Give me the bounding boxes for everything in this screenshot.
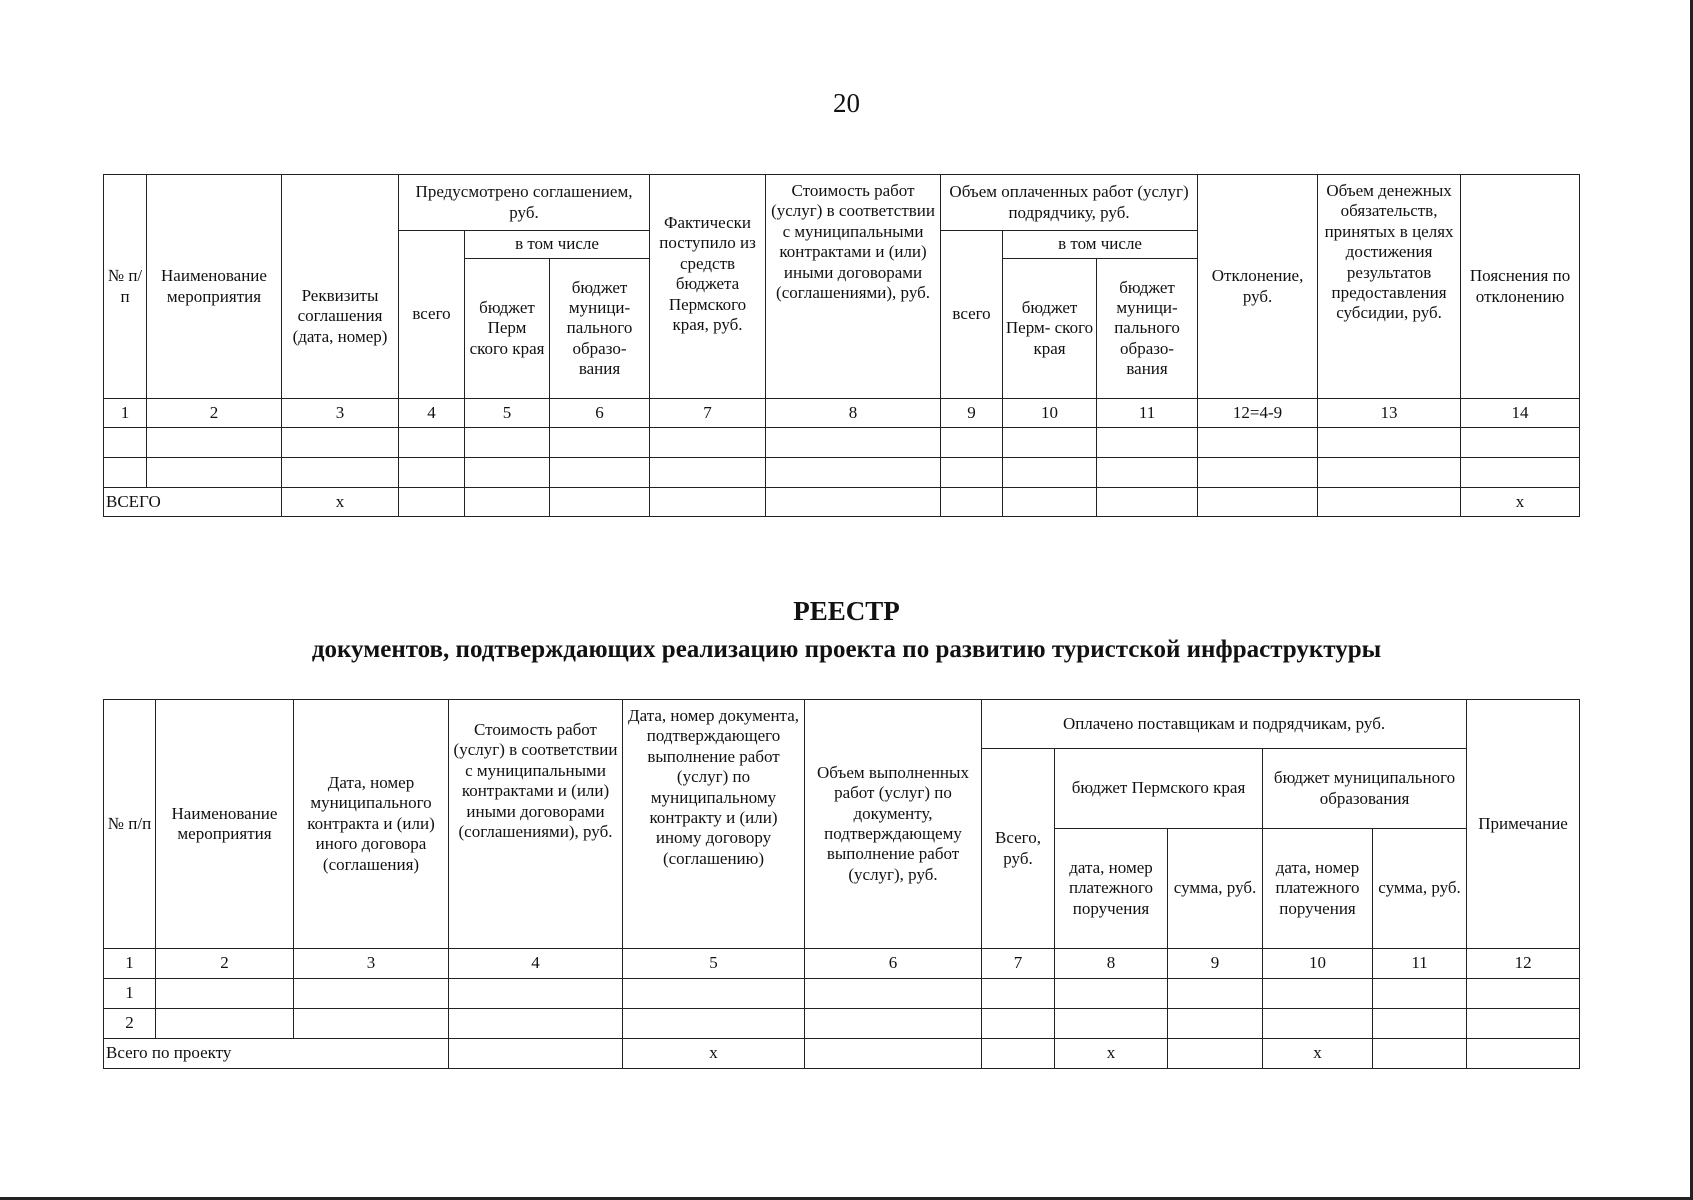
column-number: 6 [550, 399, 650, 428]
page-number: 20 [833, 88, 860, 118]
table-cell [623, 1009, 805, 1039]
column-number: 12 [1467, 949, 1580, 979]
column-number: 10 [1263, 949, 1373, 979]
report-table [103, 174, 1580, 517]
table-cell [1373, 1039, 1467, 1069]
header-municipal-payment-date: дата, номер платежного поручения [1263, 829, 1373, 949]
table-cell [282, 458, 399, 488]
total-municipal-date: х [1263, 1039, 1373, 1069]
table-cell [156, 979, 294, 1009]
row-number: 1 [104, 979, 156, 1009]
table-cell [1198, 428, 1318, 458]
table-row [104, 979, 1580, 1009]
header-num: № п/п [104, 700, 156, 949]
table-cell [465, 488, 550, 517]
table-cell [104, 428, 147, 458]
table-cell [805, 1009, 982, 1039]
header-paid-suppliers: Оплачено поставщикам и подрядчикам, руб. [982, 700, 1467, 749]
table-cell [399, 488, 465, 517]
table-cell [941, 428, 1003, 458]
table-cell [147, 428, 282, 458]
table-cell [805, 979, 982, 1009]
table-cell [1168, 1039, 1263, 1069]
header-budget-municipal: бюджет муниципального образования [1263, 749, 1467, 829]
table-cell [1097, 428, 1198, 458]
table-cell [1263, 979, 1373, 1009]
column-number: 2 [147, 399, 282, 428]
table-cell [1373, 1009, 1467, 1039]
column-number: 5 [623, 949, 805, 979]
table-cell [1198, 458, 1318, 488]
header-paid-including: в том числе [1003, 231, 1198, 259]
registry-subtitle: документов, подтверждающих реализацию проекта по развитию туристской инфраструктуры [311, 636, 1382, 663]
column-number: 10 [1003, 399, 1097, 428]
table-cell [1461, 458, 1580, 488]
table-cell [550, 488, 650, 517]
table-cell [623, 979, 805, 1009]
column-number: 5 [465, 399, 550, 428]
table-cell [766, 458, 941, 488]
table-cell [766, 488, 941, 517]
table-cell [1263, 1009, 1373, 1039]
header-obligations: Объем денежных обязательств, принятых в целях достижения результатов предоставления субсидии, руб. [1318, 175, 1461, 399]
header-agreement-requisites: Реквизиты соглашения (дата, номер) [282, 175, 399, 399]
table-cell [1055, 979, 1168, 1009]
header-region-payment-date: дата, номер платежного поручения [1055, 829, 1168, 949]
table-cell [1097, 458, 1198, 488]
column-number: 1 [104, 399, 147, 428]
table-cell [1055, 1009, 1168, 1039]
table-cell [1467, 1009, 1580, 1039]
header-region-payment-sum: сумма, руб. [1168, 829, 1263, 949]
header-explanations: Пояснения по отклонению [1461, 175, 1580, 399]
table-cell [465, 428, 550, 458]
column-number: 13 [1318, 399, 1461, 428]
header-contract-cost: Стоимость работ (услуг) в соответствии с муниципальными контрактами и (или) иными договорами (соглашениями), руб. [766, 175, 941, 399]
table-cell [982, 1039, 1055, 1069]
registry-table [103, 699, 1580, 1069]
table-cell [650, 428, 766, 458]
table-cell [982, 1009, 1055, 1039]
header-paid-budget-region: бюджет Перм- ского края [1003, 259, 1097, 399]
table-cell [147, 458, 282, 488]
column-number: 12=4-9 [1198, 399, 1318, 428]
table-cell [805, 1039, 982, 1069]
table-row [104, 458, 1580, 488]
column-number: 8 [766, 399, 941, 428]
registry-title: РЕЕСТР [793, 596, 900, 626]
header-note: Примечание [1467, 700, 1580, 949]
table-cell [1003, 428, 1097, 458]
header-budget-region: бюджет Пермского края [1055, 749, 1263, 829]
table-cell [550, 428, 650, 458]
header-planned: Предусмотрено соглашением, руб. [399, 175, 650, 231]
column-number: 6 [805, 949, 982, 979]
table-cell [294, 1009, 449, 1039]
table-cell [449, 979, 623, 1009]
header-works-volume: Объем выполненных работ (услуг) по документу, подтверждающему выполнение работ (услуг), руб. [805, 700, 982, 949]
table-cell [282, 428, 399, 458]
total-requisites: х [282, 488, 399, 517]
table-cell [1373, 979, 1467, 1009]
column-number: 11 [1097, 399, 1198, 428]
header-municipal-payment-sum: сумма, руб. [1373, 829, 1467, 949]
column-number: 9 [941, 399, 1003, 428]
table-cell [1467, 979, 1580, 1009]
column-number: 4 [449, 949, 623, 979]
table-cell [465, 458, 550, 488]
table-cell [1318, 428, 1461, 458]
header-deviation: Отклонение, руб. [1198, 175, 1318, 399]
table-cell [449, 1009, 623, 1039]
table-cell [104, 458, 147, 488]
row-number: 2 [104, 1009, 156, 1039]
table-cell [449, 1039, 623, 1069]
column-numbers-row [104, 949, 1580, 979]
table-cell [399, 428, 465, 458]
header-paid-total: всего [941, 231, 1003, 399]
header-actually-received: Фактически поступило из средств бюджета Пермского края, руб. [650, 175, 766, 399]
column-number: 7 [982, 949, 1055, 979]
table-cell [294, 979, 449, 1009]
header-paid-total: Всего, руб. [982, 749, 1055, 949]
header-paid-works: Объем оплаченных работ (услуг) подрядчику, руб. [941, 175, 1198, 231]
header-planned-budget-municipal: бюджет муници- пального образо- вания [550, 259, 650, 399]
table-cell [1318, 488, 1461, 517]
header-paid-budget-municipal: бюджет муници- пального образо- вания [1097, 259, 1198, 399]
table-cell [650, 488, 766, 517]
table-cell [941, 488, 1003, 517]
table-cell [766, 428, 941, 458]
column-number: 14 [1461, 399, 1580, 428]
column-number: 3 [282, 399, 399, 428]
table-row [104, 428, 1580, 458]
table-cell [941, 458, 1003, 488]
table-row [104, 1009, 1580, 1039]
total-region-date: х [1055, 1039, 1168, 1069]
column-number: 2 [156, 949, 294, 979]
table-cell [1003, 488, 1097, 517]
header-event-name: Наименование мероприятия [147, 175, 282, 399]
table-cell [1003, 458, 1097, 488]
column-number: 7 [650, 399, 766, 428]
table-cell [650, 458, 766, 488]
column-number: 11 [1373, 949, 1467, 979]
column-number: 1 [104, 949, 156, 979]
total-label: Всего по проекту [104, 1039, 449, 1069]
total-explanations: х [1461, 488, 1580, 517]
column-number: 8 [1055, 949, 1168, 979]
table-cell [156, 1009, 294, 1039]
table-cell [1467, 1039, 1580, 1069]
table-cell [982, 979, 1055, 1009]
column-numbers-row [104, 399, 1580, 428]
total-row [104, 488, 1580, 517]
header-contract-cost: Стоимость работ (услуг) в соответствии с муниципальными контрактами и (или) иными договорами (соглашениями), руб. [449, 700, 623, 949]
column-number: 9 [1168, 949, 1263, 979]
header-confirming-document: Дата, номер документа, подтверждающего выполнение работ (услуг) по муниципальному контракту и (или) иному договору (соглашению) [623, 700, 805, 949]
total-document: х [623, 1039, 805, 1069]
table-cell [1097, 488, 1198, 517]
header-event-name: Наименование мероприятия [156, 700, 294, 949]
table-cell [1168, 979, 1263, 1009]
table-cell [1318, 458, 1461, 488]
header-planned-budget-region: бюджет Перм ского края [465, 259, 550, 399]
total-label: ВСЕГО [104, 488, 282, 517]
total-row [104, 1039, 1580, 1069]
table-cell [550, 458, 650, 488]
column-number: 3 [294, 949, 449, 979]
header-num: № п/п [104, 175, 147, 399]
table-cell [1198, 488, 1318, 517]
header-planned-total: всего [399, 231, 465, 399]
table-cell [1168, 1009, 1263, 1039]
table-cell [1461, 428, 1580, 458]
column-number: 4 [399, 399, 465, 428]
table-cell [399, 458, 465, 488]
header-planned-including: в том числе [465, 231, 650, 259]
header-contract: Дата, номер муниципального контракта и (или) иного договора (соглашения) [294, 700, 449, 949]
